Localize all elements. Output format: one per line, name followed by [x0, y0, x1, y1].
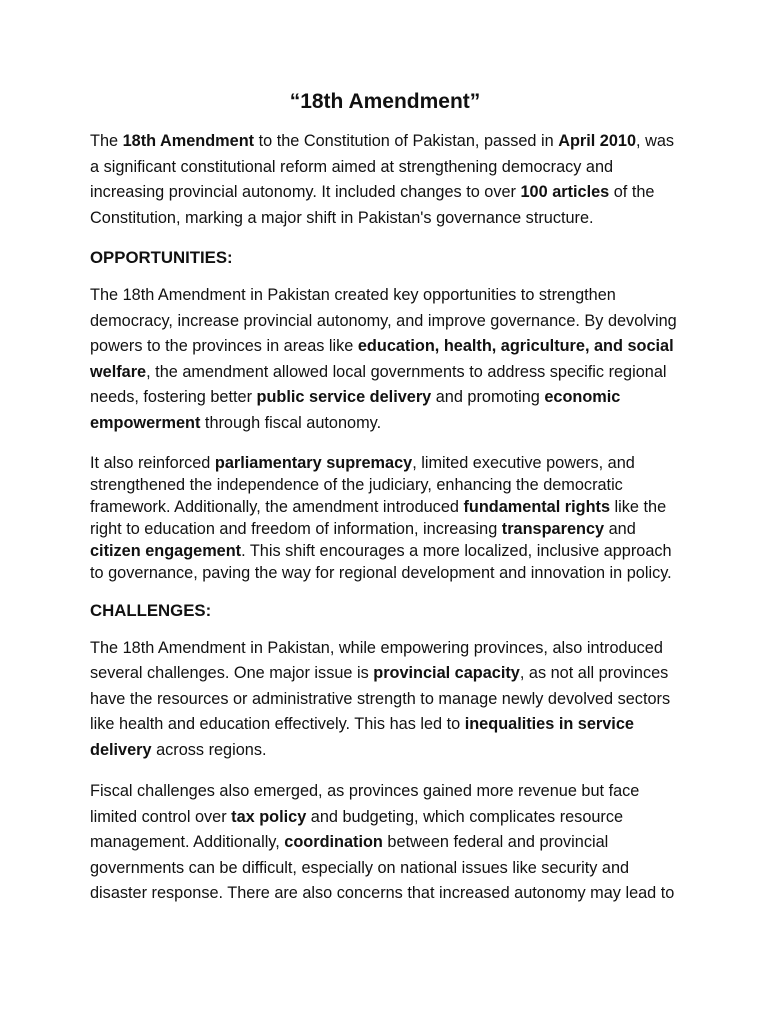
bold-phrase: April 2010 — [558, 132, 637, 151]
bold-phrase: fundamental rights — [463, 498, 611, 517]
text-run: , was a significant constitutional reform aimed at strengthening democracy and increasing provincial autonomy. It included changes to over — [90, 132, 675, 202]
bold-phrase: parliamentary supremacy — [214, 454, 413, 473]
text-run: The — [90, 132, 123, 151]
body-paragraph-5 — [90, 779, 680, 907]
text-run: Fiscal challenges also emerged, as provinces gained more revenue but face limited control over — [90, 782, 640, 826]
text-run: and — [604, 520, 636, 539]
body-paragraph-1 — [90, 129, 680, 231]
bold-phrase: coordination — [284, 833, 383, 852]
body-paragraph-3 — [90, 452, 680, 584]
bold-phrase: 100 articles — [520, 183, 610, 202]
text-run: to the Constitution of Pakistan, passed in — [254, 132, 559, 151]
bold-phrase: provincial capacity — [373, 664, 520, 683]
section-heading-2: CHALLENGES: — [90, 601, 212, 621]
text-run: The 18th Amendment in Pakistan created key opportunities to strengthen democracy, increase provincial autonomy, and improve governance. By devolving powers to the provinces in areas like — [90, 286, 677, 356]
text-run: It also reinforced — [90, 454, 215, 473]
text-run: . This shift encourages a more localized, inclusive approach to governance, paving the way for regional development and innovation in policy. — [90, 542, 672, 583]
bold-phrase: education, health, agriculture, and social welfare — [90, 337, 674, 381]
text-run: , the amendment allowed local governments to address specific regional needs, fostering better — [90, 362, 667, 407]
document-body — [90, 88, 680, 923]
text-run: across regions. — [151, 740, 267, 759]
text-run: through fiscal autonomy. — [200, 413, 382, 432]
bold-phrase: transparency — [501, 520, 605, 539]
text-run: between federal and provincial governments can be difficult, especially on national issues like security and disaster response. There are also concerns that increased autonomy may lead to — [90, 833, 675, 903]
bold-phrase: tax policy — [231, 807, 307, 826]
text-run: of the Constitution, marking a major shift in Pakistan's governance structure. — [90, 183, 655, 227]
text-run: and budgeting, which complicates resource management. Additionally, — [90, 807, 624, 852]
bold-phrase: 18th Amendment — [122, 132, 255, 151]
text-run: , limited executive powers, and strengthened the independence of the judiciary, enhancing the democratic framework. Additionally, the amendment introduced — [90, 454, 635, 517]
body-paragraph-2 — [90, 283, 680, 436]
bold-phrase: public service delivery — [256, 388, 432, 407]
bold-phrase: economic empowerment — [90, 388, 621, 432]
text-run: The 18th Amendment in Pakistan, while empowering provinces, also introduced several challenges. One major issue is — [90, 638, 663, 683]
bold-phrase: inequalities in service delivery — [90, 715, 634, 759]
body-paragraph-4 — [90, 636, 680, 764]
document-title: “18th Amendment” — [289, 90, 481, 113]
text-run: , as not all provinces have the resources or administrative strength to manage newly devolved sectors like health and education effectively. This has led to — [90, 664, 671, 734]
text-run: like the right to education and freedom of information, increasing — [90, 498, 667, 539]
text-run: and promoting — [431, 388, 545, 407]
bold-phrase: citizen engagement — [90, 542, 242, 561]
section-heading-1: OPPORTUNITIES: — [90, 248, 233, 268]
